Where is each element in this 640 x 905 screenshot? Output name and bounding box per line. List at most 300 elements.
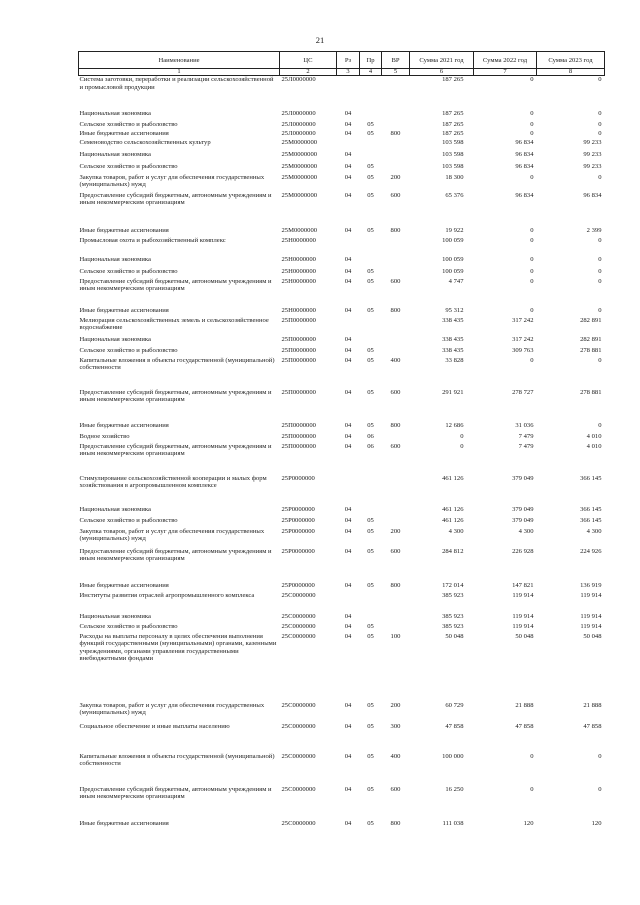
row-name: Капитальные вложения в объекты государственной (муниципальной) собственности [79,356,275,371]
row-cs: 25П0000000 [281,335,316,343]
row-name: Расходы на выплаты персоналу в целях обеспечения выполнения функций государственными (муниципальными) органами, казенными учреждениями, органами управления государственными внебюджетными фондами [79,632,277,662]
row-sum-2021: 50 048 [445,632,464,640]
row-sum-2022: 50 048 [515,632,534,640]
row-sum-2023: 366 145 [580,474,602,482]
row-name: Мелиорация сельскохозяйственных земель и сельскохозяйственное водоснабжение [79,316,269,331]
row-sum-2023: 0 [598,129,602,137]
table-row [79,820,605,830]
header-sum-2021: Сумма 2021 год [410,52,474,69]
column-number: 1 [79,69,280,76]
row-rz: 04 [344,701,352,709]
table-row [79,237,605,256]
row-sum-2021: 100 059 [442,255,464,263]
row-pr [360,475,382,506]
row-cs: 25С0000000 [281,632,316,640]
row-rz: 04 [344,622,352,630]
row-name: Промысловая охота и рыбохозяйственный комплекс [79,236,226,244]
row-rz: 04 [344,129,352,137]
row-pr [360,139,382,151]
row-sum-2023: 366 145 [580,505,602,513]
row-rz: 04 [344,306,352,314]
row-rz: 04 [344,421,352,429]
row-rz: 04 [344,346,352,354]
row-vr [382,76,410,110]
column-number: 6 [410,69,474,76]
row-sum-2022: 120 [523,819,534,827]
row-cs: 25М0000000 [281,191,318,199]
table-row [79,151,605,163]
row-sum-2023: 21 888 [583,701,602,709]
table-row [79,592,605,613]
row-vr [382,433,410,443]
row-sum-2023: 119 914 [580,591,602,599]
table-row [79,307,605,317]
row-sum-2021: 284 812 [442,547,464,555]
row-sum-2022: 7 479 [518,442,534,450]
row-cs: 25С0000000 [281,752,316,760]
row-sum-2023: 0 [598,267,602,275]
row-name: Предоставление субсидий бюджетным, автономным учреждениям и иным некоммерческим организациям [79,388,272,403]
row-sum-2022: 119 914 [512,612,534,620]
row-cs: 25П0000000 [281,316,316,324]
row-cs: 25М0000000 [281,162,318,170]
row-vr [382,256,410,268]
row-sum-2022: 0 [530,255,534,263]
row-vr [382,623,410,633]
row-cs: 25Л0000000 [281,120,316,128]
row-sum-2023: 99 233 [583,138,602,146]
row-sum-2022: 0 [530,129,534,137]
table-row [79,163,605,174]
row-sum-2023: 50 048 [583,632,602,640]
row-name: Иные бюджетные ассигнования [79,306,169,314]
row-sum-2021: 95 312 [445,306,464,314]
row-vr: 800 [390,581,401,589]
row-vr: 200 [390,527,401,535]
row-sum-2022: 96 834 [515,150,534,158]
row-vr: 400 [390,752,401,760]
row-rz [337,237,360,256]
row-pr: 05 [367,388,374,396]
row-sum-2021: 65 376 [445,191,464,199]
row-sum-2021: 4 300 [448,527,464,535]
row-sum-2021: 461 126 [442,505,464,513]
row-sum-2021: 461 126 [442,474,464,482]
table-row [79,723,605,753]
row-name: Семеноводство сельскохозяйственных культур [79,138,211,146]
table-row [79,422,605,433]
row-rz: 04 [344,267,352,275]
row-pr: 05 [367,226,374,234]
row-pr: 05 [367,785,374,793]
row-pr [360,613,382,623]
row-cs: 25С0000000 [281,785,316,793]
row-rz: 04 [344,516,352,524]
row-cs: 25П0000000 [281,356,316,364]
row-rz: 04 [344,752,352,760]
row-name: Водное хозяйство [79,432,130,440]
row-sum-2021: 385 923 [442,591,464,599]
row-vr [382,163,410,174]
table-row [79,192,605,227]
row-sum-2022: 0 [530,226,534,234]
row-vr: 600 [390,191,401,199]
row-sum-2022: 119 914 [512,622,534,630]
row-rz [337,475,360,506]
row-sum-2022: 0 [530,306,534,314]
row-pr [360,506,382,517]
row-rz: 04 [344,527,352,535]
table-row [79,110,605,121]
table-row [79,506,605,517]
row-sum-2023: 0 [598,306,602,314]
row-cs: 25С0000000 [281,591,316,599]
row-pr [360,151,382,163]
row-pr: 05 [367,581,374,589]
row-name: Сельское хозяйство и рыболовство [79,516,178,524]
row-sum-2023: 0 [598,785,602,793]
row-name: Иные бюджетные ассигнования [79,226,169,234]
row-sum-2023: 282 891 [580,316,602,324]
row-name: Капитальные вложения в объекты государственной (муниципальной) собственности [79,752,275,767]
row-vr [382,317,410,336]
row-sum-2021: 33 828 [445,356,464,364]
row-sum-2023: 47 858 [583,722,602,730]
row-pr: 05 [367,346,374,354]
row-name: Институты развития отраслей агропромышленного комплекса [79,591,255,599]
row-sum-2022: 309 763 [512,346,534,354]
row-sum-2021: 111 038 [442,819,464,827]
row-rz: 04 [344,505,352,513]
row-sum-2021: 461 126 [442,516,464,524]
row-name: Система заготовки, переработки и реализации сельскохозяйственной и промысловой продукции [79,76,274,91]
row-rz: 04 [344,150,352,158]
table-row [79,76,605,110]
row-name: Стимулирование сельскохозяйственной кооперации и малых форм хозяйствования в агропромышленном комплексе [79,474,267,489]
row-sum-2022: 379 049 [512,474,534,482]
row-sum-2023: 99 233 [583,162,602,170]
row-rz: 04 [344,226,352,234]
row-name: Национальная экономика [79,505,151,513]
row-rz: 04 [344,547,352,555]
row-pr: 05 [367,516,374,524]
row-sum-2023: 4 010 [586,442,602,450]
row-cs: 25П0000000 [281,346,316,354]
row-name: Сельское хозяйство и рыболовство [79,267,178,275]
row-sum-2022: 0 [530,173,534,181]
row-pr: 05 [367,752,374,760]
row-pr [360,256,382,268]
header-cs: ЦС [280,52,337,69]
row-cs: 25Р0000000 [281,474,315,482]
row-sum-2023: 0 [598,173,602,181]
row-name: Закупка товаров, работ и услуг для обеспечения государственных (муниципальных) нужд [79,173,265,188]
header-vr: ВР [382,52,410,69]
row-pr [360,76,382,110]
row-pr: 05 [367,547,374,555]
row-sum-2023: 0 [598,421,602,429]
row-pr: 05 [367,356,374,364]
row-sum-2021: 4 747 [448,277,464,285]
row-pr [360,336,382,347]
row-sum-2022: 226 928 [512,547,534,555]
table-row [79,613,605,623]
row-sum-2021: 16 250 [445,785,464,793]
row-rz: 04 [344,388,352,396]
row-vr [382,336,410,347]
row-name: Иные бюджетные ассигнования [79,819,169,827]
row-sum-2023: 282 891 [580,335,602,343]
row-sum-2021: 103 598 [442,138,464,146]
row-cs: 25М0000000 [281,150,318,158]
row-sum-2023: 120 [591,819,602,827]
table-row [79,528,605,548]
row-cs: 25Н0000000 [281,255,316,263]
row-pr [360,110,382,121]
row-vr [382,347,410,357]
row-name: Национальная экономика [79,255,151,263]
row-pr [360,237,382,256]
row-rz: 04 [344,612,352,620]
row-sum-2022: 96 834 [515,191,534,199]
row-sum-2022: 4 300 [518,527,534,535]
row-sum-2023: 366 145 [580,516,602,524]
row-cs: 25М0000000 [281,226,318,234]
row-rz: 04 [344,581,352,589]
row-pr: 05 [367,622,374,630]
table-row [79,139,605,151]
row-cs: 25П0000000 [281,442,316,450]
row-vr: 600 [390,785,401,793]
row-cs: 25С0000000 [281,622,316,630]
table-row [79,268,605,278]
row-name: Иные бюджетные ассигнования [79,421,169,429]
row-rz: 04 [344,442,352,450]
row-sum-2021: 103 598 [442,150,464,158]
row-sum-2022: 0 [530,109,534,117]
row-cs: 25Н0000000 [281,277,316,285]
row-sum-2023: 119 914 [580,622,602,630]
table-body [79,76,605,830]
row-sum-2021: 338 435 [442,346,464,354]
row-name: Иные бюджетные ассигнования [79,581,169,589]
row-vr: 600 [390,277,401,285]
row-sum-2021: 187 265 [442,76,464,83]
row-sum-2022: 0 [530,277,534,285]
row-sum-2023: 0 [598,752,602,760]
row-sum-2021: 172 014 [442,581,464,589]
table-row [79,227,605,237]
row-vr [382,110,410,121]
row-sum-2022: 147 821 [512,581,534,589]
row-sum-2021: 385 923 [442,622,464,630]
row-rz: 04 [344,162,352,170]
row-vr: 600 [390,547,401,555]
row-sum-2023: 0 [598,76,602,83]
row-sum-2023: 96 834 [583,191,602,199]
column-number-row [79,69,605,76]
row-sum-2021: 187 265 [442,109,464,117]
row-cs: 25М0000000 [281,173,318,181]
row-sum-2022: 0 [530,236,534,244]
table-row [79,433,605,443]
row-cs: 25М0000000 [281,138,318,146]
row-cs: 25Р0000000 [281,581,315,589]
table-row [79,389,605,422]
row-sum-2022: 0 [530,76,534,83]
row-sum-2021: 12 686 [445,421,464,429]
table-row [79,443,605,475]
row-vr: 400 [390,356,401,364]
table-row [79,336,605,347]
row-cs: 25П0000000 [281,421,316,429]
row-name: Иные бюджетные ассигнования [79,129,169,137]
header-rz: Рз [337,52,360,69]
row-rz: 04 [344,277,352,285]
row-sum-2023: 224 926 [580,547,602,555]
row-pr: 05 [367,267,374,275]
table-row [79,582,605,592]
row-name: Закупка товаров, работ и услуг для обеспечения государственных (муниципальных) нужд [79,527,265,542]
table-row [79,347,605,357]
row-name: Национальная экономика [79,612,151,620]
row-name: Сельское хозяйство и рыболовство [79,120,178,128]
row-cs: 25Н0000000 [281,267,316,275]
table-row [79,121,605,130]
row-vr: 800 [390,819,401,827]
row-sum-2021: 0 [460,432,464,440]
row-vr [382,121,410,130]
row-cs: 25Н0000000 [281,236,316,244]
header-name: Наименование [79,52,280,69]
row-cs: 25С0000000 [281,701,316,709]
row-vr [382,517,410,528]
row-cs: 25С0000000 [281,819,316,827]
row-sum-2023: 119 914 [580,612,602,620]
row-vr: 200 [390,701,401,709]
row-sum-2023: 278 881 [580,346,602,354]
row-pr: 05 [367,277,374,285]
table-row [79,357,605,389]
row-sum-2023: 0 [598,255,602,263]
table-row [79,702,605,723]
row-vr [382,613,410,623]
row-cs: 25Р0000000 [281,516,315,524]
row-vr: 800 [390,421,401,429]
row-name: Предоставление субсидий бюджетным, автономным учреждениям и иным некоммерческим организациям [79,277,272,292]
row-vr: 100 [390,632,401,640]
row-sum-2023: 0 [598,120,602,128]
row-vr [382,475,410,506]
column-number: 5 [382,69,410,76]
row-rz: 04 [344,819,352,827]
row-vr: 200 [390,173,401,181]
row-rz: 04 [344,120,352,128]
row-rz: 04 [344,173,352,181]
row-vr: 800 [390,226,401,234]
row-pr: 05 [367,527,374,535]
row-sum-2023: 0 [598,277,602,285]
row-rz: 04 [344,335,352,343]
row-sum-2023: 0 [598,109,602,117]
row-pr: 05 [367,421,374,429]
row-vr: 300 [390,722,401,730]
row-vr [382,139,410,151]
row-rz [337,76,360,110]
header-pr: Пр [360,52,382,69]
row-rz: 04 [344,632,352,640]
row-name: Национальная экономика [79,150,151,158]
row-sum-2022: 119 914 [512,591,534,599]
row-sum-2021: 291 921 [442,388,464,396]
table-row [79,317,605,336]
row-rz: 04 [344,722,352,730]
row-sum-2021: 338 435 [442,335,464,343]
row-rz: 04 [344,191,352,199]
row-sum-2021: 187 265 [442,120,464,128]
header-sum-2023: Сумма 2023 год [537,52,605,69]
row-sum-2022: 0 [530,267,534,275]
table-row [79,548,605,582]
row-sum-2021: 100 059 [442,267,464,275]
row-sum-2021: 385 923 [442,612,464,620]
row-name: Сельское хозяйство и рыболовство [79,622,178,630]
table-row [79,517,605,528]
column-number: 2 [280,69,337,76]
row-cs: 25Р0000000 [281,527,315,535]
row-vr: 600 [390,388,401,396]
row-sum-2023: 2 399 [586,226,602,234]
row-pr: 05 [367,191,374,199]
row-sum-2021: 47 858 [445,722,464,730]
row-sum-2021: 18 300 [445,173,464,181]
row-rz [337,139,360,151]
table-row [79,174,605,192]
row-rz: 04 [344,255,352,263]
row-name: Предоставление субсидий бюджетным, автономным учреждениям и иным некоммерческим организациям [79,191,272,206]
row-sum-2022: 0 [530,752,534,760]
column-number: 3 [337,69,360,76]
row-sum-2022: 47 858 [515,722,534,730]
row-rz: 04 [344,432,352,440]
row-vr [382,237,410,256]
row-sum-2021: 103 598 [442,162,464,170]
row-rz [337,317,360,336]
row-pr: 05 [367,306,374,314]
row-vr: 800 [390,306,401,314]
row-pr: 06 [367,432,374,440]
row-sum-2022: 0 [530,120,534,128]
row-rz: 04 [344,785,352,793]
row-sum-2022: 278 727 [512,388,534,396]
row-pr: 05 [367,722,374,730]
row-vr [382,151,410,163]
row-sum-2023: 99 233 [583,150,602,158]
row-cs: 25Н0000000 [281,306,316,314]
column-number: 7 [474,69,537,76]
row-cs: 25П0000000 [281,432,316,440]
row-sum-2023: 4 010 [586,432,602,440]
row-vr: 600 [390,442,401,450]
row-sum-2023: 0 [598,236,602,244]
row-pr: 05 [367,701,374,709]
row-sum-2021: 100 059 [442,236,464,244]
row-vr [382,506,410,517]
row-name: Предоставление субсидий бюджетным, автономным учреждениям и иным некоммерческим организациям [79,785,272,800]
row-vr [382,592,410,613]
row-name: Социальное обеспечение и иные выплаты населению [79,722,230,730]
row-sum-2023: 136 919 [580,581,602,589]
